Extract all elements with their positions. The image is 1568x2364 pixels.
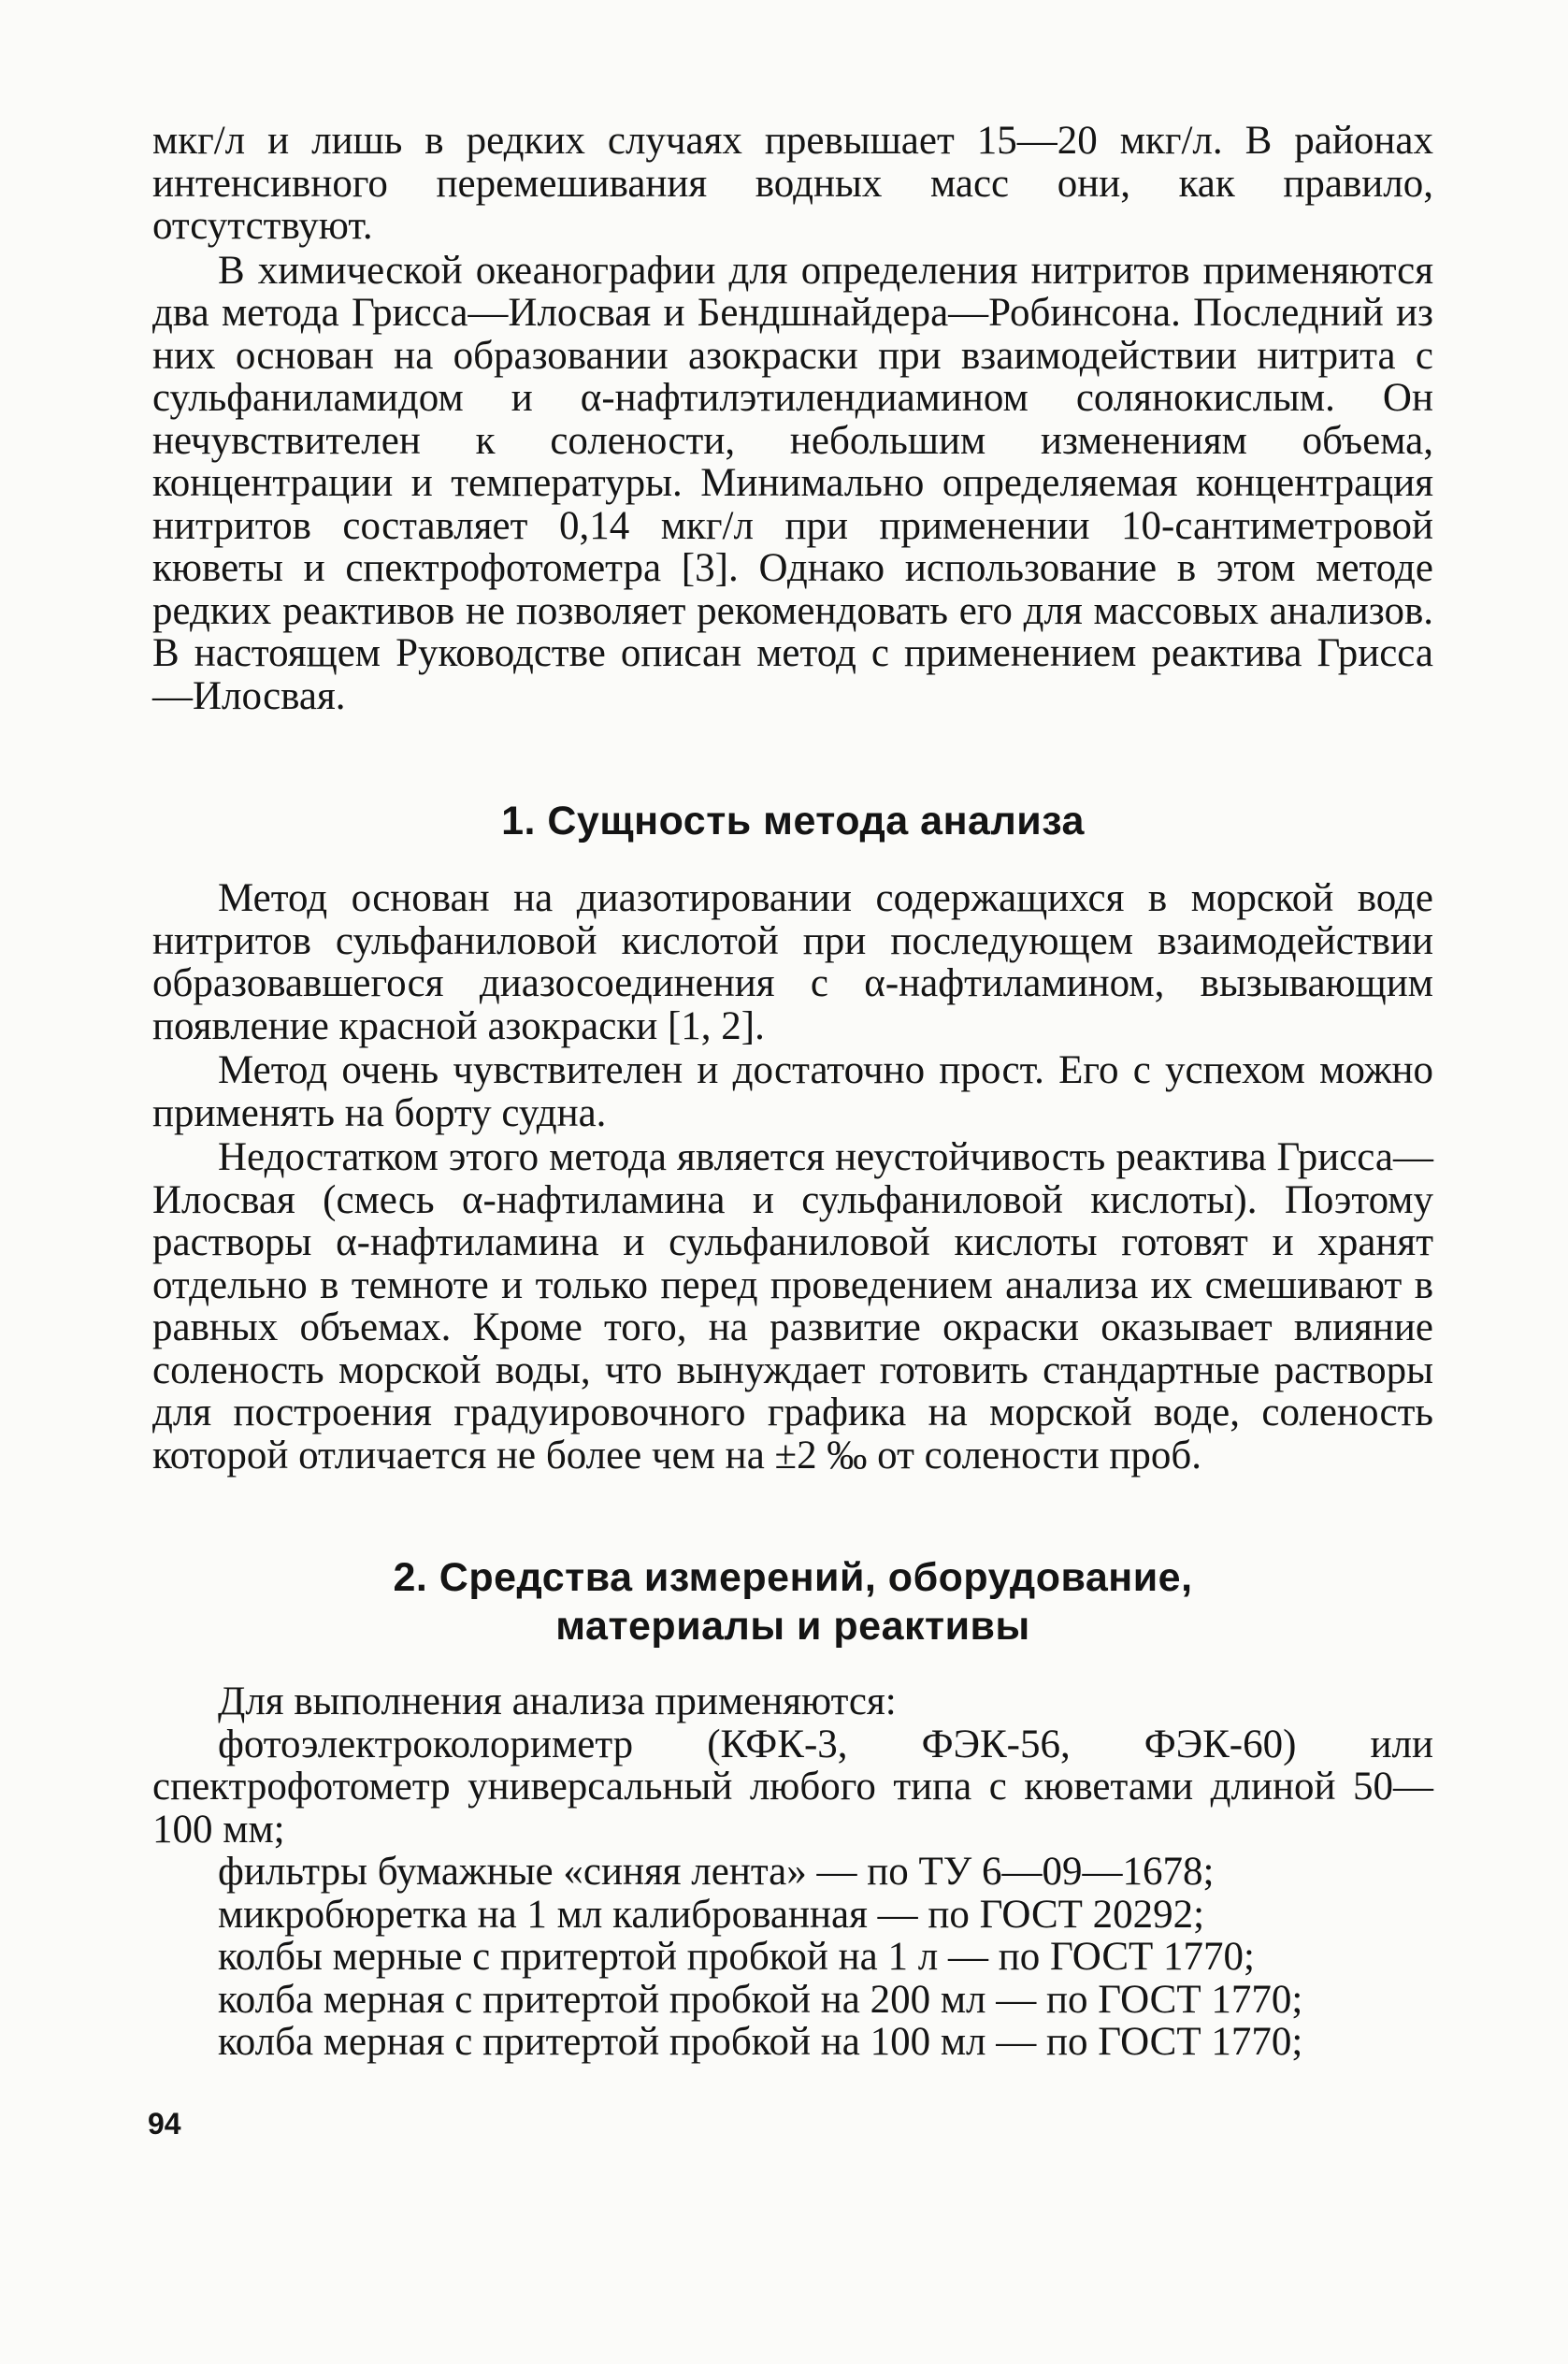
document-page bbox=[152, 120, 1433, 2064]
section-2-intro: Для выполнения анализа применяются: bbox=[218, 1679, 897, 1723]
equipment-item: микробюретка на 1 мл калиброванная — по ГОСТ 20292; bbox=[218, 1892, 1205, 1937]
equipment-item: колба мерная с притертой пробкой на 200 мл — по ГОСТ 1770; bbox=[218, 1977, 1303, 2022]
intro-paragraph-methods: В химической океанографии для определения нитритов применяются два метода Грисса—Илосвая и Бендшнайдера—Робинсона. Последний из них основан на образовании азокраски при взаимодействии нитрита с сульфаниламидом и α-нафтилэтилендиамином солянокислым. Он нечувствителен к солености, небольшим изменениям объема, концентрации и температуры. Минимально определяемая концентрация нитритов составляет 0,14 мкг/л при применении 10-сантиметровой кюветы и спектрофотометра [3]. Однако использование в этом методе редких реактивов не позволяет рекомендовать его для массовых анализов. В настоящем Руководстве описан метод с применением реактива Грисса—Илосвая. bbox=[152, 248, 1433, 718]
section-1-heading: 1. Сущность метода анализа bbox=[501, 799, 1085, 843]
equipment-item: фильтры бумажные «синяя лента» — по ТУ 6—09—1678; bbox=[218, 1850, 1215, 1894]
section-1-paragraph-3: Недостатком этого метода является неустойчивость реактива Грисса—Илосвая (смесь α-нафтиламина и сульфаниловой кислоты). Поэтому растворы α-нафтиламина и сульфаниловой кислоты готовят и хранят отдельно в темноте и только перед проведением анализа их смешивают в равных объемах. Кроме того, на развитие окраски оказывает влияние соленость морской воды, что вынуждает готовить стандартные растворы для построения градуировочного графика на морской воде, соленость которой отличается не более чем на ±2 ‰ от солености проб. bbox=[152, 1135, 1433, 1478]
equipment-item: фотоэлектроколориметр (КФК-3, ФЭК-56, ФЭК-60) или спектрофотометр универсальный любого типа с кюветами длиной 50—100 мм; bbox=[152, 1722, 1433, 1852]
equipment-item: колбы мерные с притертой пробкой на 1 л — по ГОСТ 1770; bbox=[218, 1935, 1255, 1979]
equipment-item: колба мерная с притертой пробкой на 100 мл — по ГОСТ 1770; bbox=[218, 2020, 1303, 2064]
section-2-heading bbox=[152, 1553, 1433, 1650]
section-1-paragraph-2: Метод очень чувствителен и достаточно прост. Его с успехом можно применять на борту судна. bbox=[152, 1048, 1433, 1135]
page-number: 94 bbox=[148, 2107, 181, 2141]
section-2-heading-line-2: материалы и реактивы bbox=[555, 1604, 1030, 1649]
section-1-paragraph-1: Метод основан на диазотировании содержащихся в морской воде нитритов сульфаниловой кислотой при последующем взаимодействии образовавшегося диазосоединения с α-нафтиламином, вызывающим появление красной азокраски [1, 2]. bbox=[152, 876, 1433, 1048]
intro-paragraph-continuation: мкг/л и лишь в редких случаях превышает 15—20 мкг/л. В районах интенсивного перемешивания водных масс они, как правило, отсутствуют. bbox=[152, 119, 1433, 248]
section-2-heading-line-1: 2. Средства измерений, оборудование, bbox=[393, 1555, 1193, 1600]
